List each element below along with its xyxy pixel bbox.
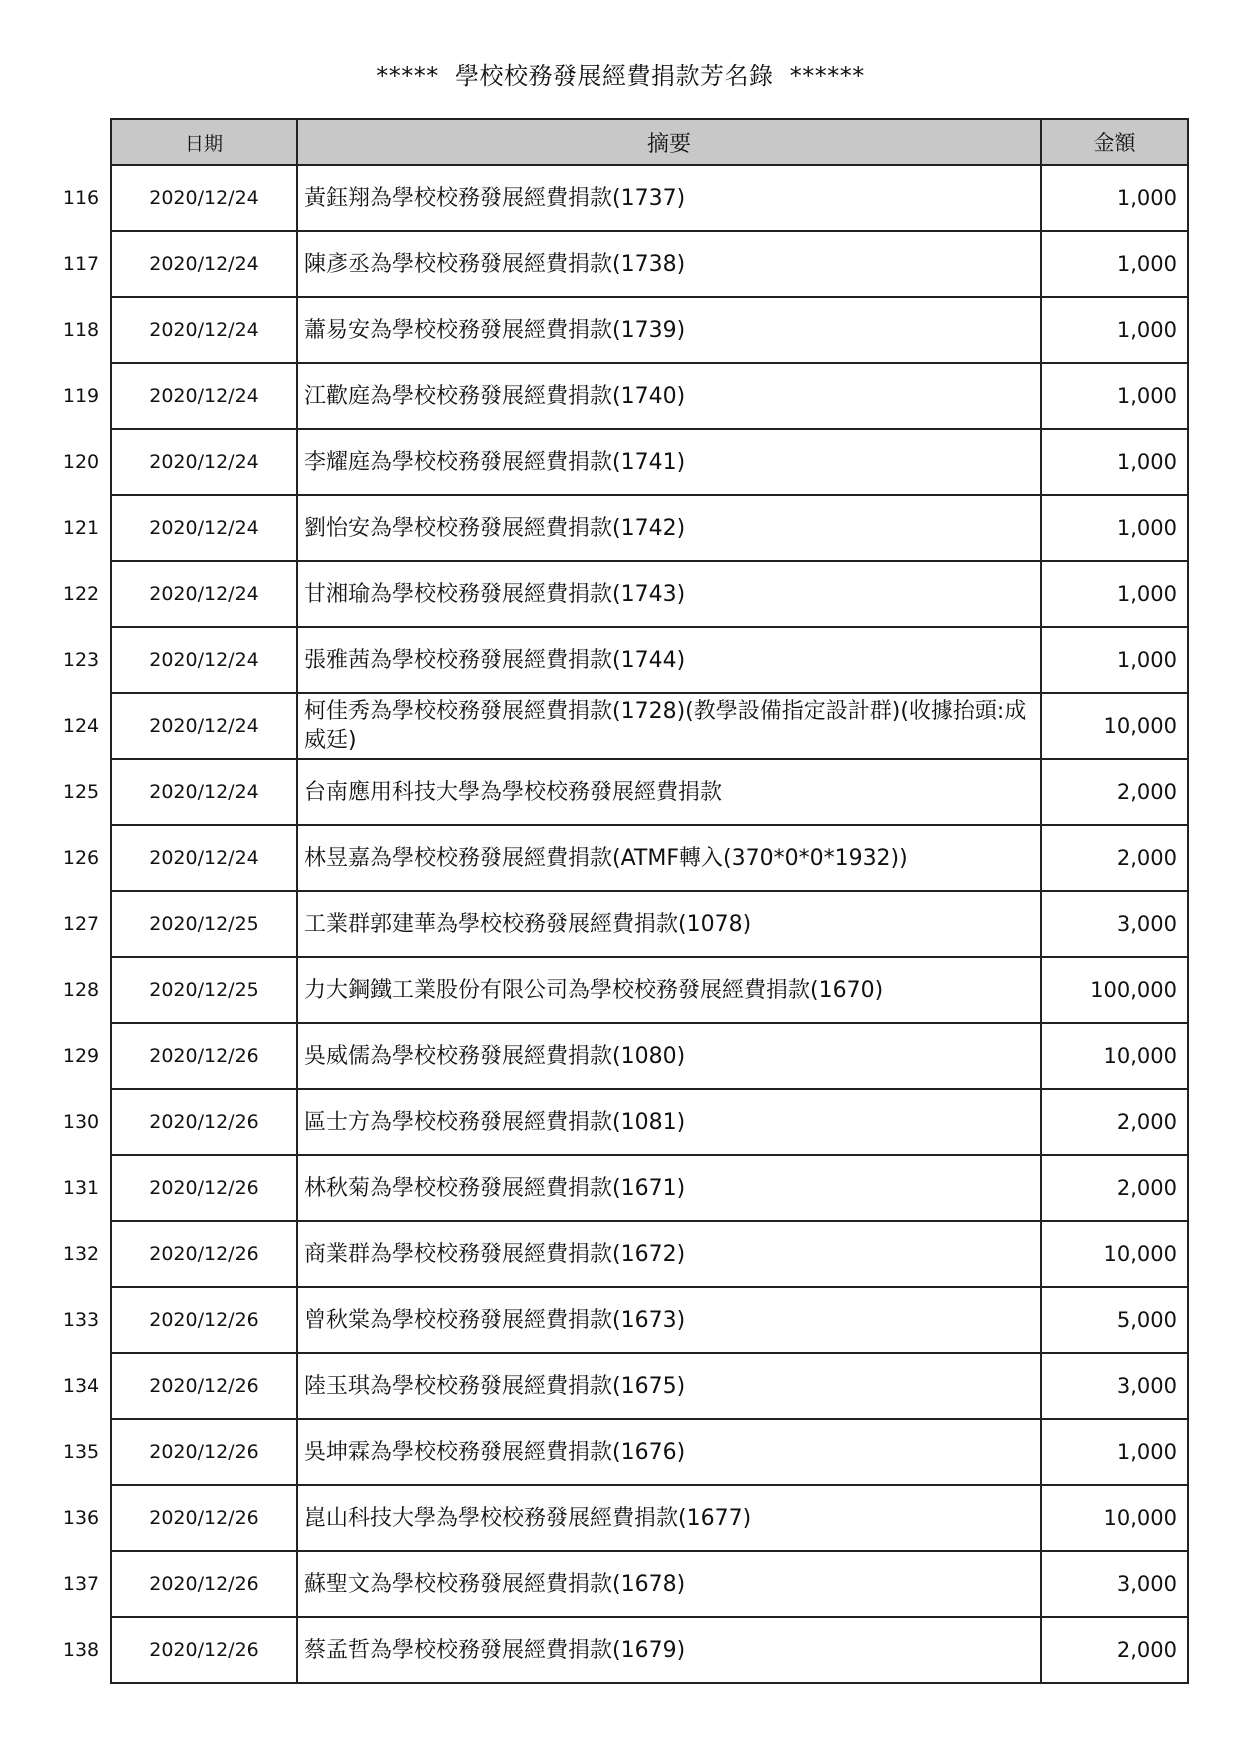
row-amount: 3,000 bbox=[1041, 891, 1188, 957]
row-date: 2020/12/24 bbox=[111, 165, 297, 231]
table-row bbox=[52, 957, 1188, 1023]
table-row bbox=[52, 495, 1188, 561]
row-description: 江歡庭為學校校務發展經費捐款(1740) bbox=[297, 363, 1041, 429]
table-row bbox=[52, 759, 1188, 825]
table-row bbox=[52, 825, 1188, 891]
row-description: 台南應用科技大學為學校校務發展經費捐款 bbox=[297, 759, 1041, 825]
row-description: 張雅茜為學校校務發展經費捐款(1744) bbox=[297, 627, 1041, 693]
table-header-row bbox=[52, 119, 1188, 165]
table-row bbox=[52, 429, 1188, 495]
row-amount: 2,000 bbox=[1041, 1089, 1188, 1155]
row-amount: 1,000 bbox=[1041, 627, 1188, 693]
row-number: 121 bbox=[52, 495, 111, 561]
row-date: 2020/12/24 bbox=[111, 825, 297, 891]
row-description: 黃鈺翔為學校校務發展經費捐款(1737) bbox=[297, 165, 1041, 231]
row-number: 132 bbox=[52, 1221, 111, 1287]
row-amount: 3,000 bbox=[1041, 1353, 1188, 1419]
header-index-blank bbox=[52, 119, 111, 165]
table-row bbox=[52, 1353, 1188, 1419]
row-amount: 10,000 bbox=[1041, 1485, 1188, 1551]
row-description: 林昱嘉為學校校務發展經費捐款(ATMF轉入(370*0*0*1932)) bbox=[297, 825, 1041, 891]
row-amount: 1,000 bbox=[1041, 363, 1188, 429]
row-amount: 1,000 bbox=[1041, 297, 1188, 363]
row-description: 柯佳秀為學校校務發展經費捐款(1728)(教學設備指定設計群)(收據抬頭:成威廷) bbox=[297, 693, 1041, 759]
table-row bbox=[52, 891, 1188, 957]
header-amount: 金額 bbox=[1041, 119, 1188, 165]
row-amount: 1,000 bbox=[1041, 495, 1188, 561]
row-number: 130 bbox=[52, 1089, 111, 1155]
row-date: 2020/12/24 bbox=[111, 759, 297, 825]
table-row bbox=[52, 1089, 1188, 1155]
row-date: 2020/12/26 bbox=[111, 1221, 297, 1287]
row-amount: 2,000 bbox=[1041, 1155, 1188, 1221]
row-number: 123 bbox=[52, 627, 111, 693]
row-date: 2020/12/25 bbox=[111, 957, 297, 1023]
row-description: 吳威儒為學校校務發展經費捐款(1080) bbox=[297, 1023, 1041, 1089]
row-amount: 1,000 bbox=[1041, 165, 1188, 231]
row-amount: 1,000 bbox=[1041, 231, 1188, 297]
row-amount: 5,000 bbox=[1041, 1287, 1188, 1353]
row-description: 蔡孟哲為學校校務發展經費捐款(1679) bbox=[297, 1617, 1041, 1683]
row-date: 2020/12/26 bbox=[111, 1419, 297, 1485]
row-description: 吳坤霖為學校校務發展經費捐款(1676) bbox=[297, 1419, 1041, 1485]
row-number: 138 bbox=[52, 1617, 111, 1683]
row-description: 甘湘瑜為學校校務發展經費捐款(1743) bbox=[297, 561, 1041, 627]
table-row bbox=[52, 561, 1188, 627]
row-number: 118 bbox=[52, 297, 111, 363]
row-date: 2020/12/24 bbox=[111, 429, 297, 495]
row-date: 2020/12/24 bbox=[111, 363, 297, 429]
header-date: 日期 bbox=[111, 119, 297, 165]
row-amount: 2,000 bbox=[1041, 759, 1188, 825]
row-description: 劉怡安為學校校務發展經費捐款(1742) bbox=[297, 495, 1041, 561]
row-number: 129 bbox=[52, 1023, 111, 1089]
row-number: 128 bbox=[52, 957, 111, 1023]
donation-table bbox=[52, 118, 1189, 1684]
row-number: 119 bbox=[52, 363, 111, 429]
table-row bbox=[52, 1023, 1188, 1089]
row-date: 2020/12/24 bbox=[111, 297, 297, 363]
row-amount: 1,000 bbox=[1041, 1419, 1188, 1485]
row-description: 工業群郭建華為學校校務發展經費捐款(1078) bbox=[297, 891, 1041, 957]
row-date: 2020/12/24 bbox=[111, 231, 297, 297]
row-number: 136 bbox=[52, 1485, 111, 1551]
row-description: 陸玉琪為學校校務發展經費捐款(1675) bbox=[297, 1353, 1041, 1419]
row-number: 117 bbox=[52, 231, 111, 297]
row-amount: 1,000 bbox=[1041, 429, 1188, 495]
row-amount: 3,000 bbox=[1041, 1551, 1188, 1617]
table-row bbox=[52, 1221, 1188, 1287]
row-date: 2020/12/26 bbox=[111, 1089, 297, 1155]
row-date: 2020/12/26 bbox=[111, 1617, 297, 1683]
row-description: 曾秋棠為學校校務發展經費捐款(1673) bbox=[297, 1287, 1041, 1353]
row-amount: 1,000 bbox=[1041, 561, 1188, 627]
table-row bbox=[52, 297, 1188, 363]
table-body bbox=[52, 165, 1188, 1683]
row-number: 116 bbox=[52, 165, 111, 231]
table-row bbox=[52, 165, 1188, 231]
row-date: 2020/12/26 bbox=[111, 1287, 297, 1353]
row-amount: 2,000 bbox=[1041, 1617, 1188, 1683]
row-date: 2020/12/24 bbox=[111, 495, 297, 561]
row-description: 區士方為學校校務發展經費捐款(1081) bbox=[297, 1089, 1041, 1155]
row-number: 127 bbox=[52, 891, 111, 957]
row-number: 131 bbox=[52, 1155, 111, 1221]
table-row bbox=[52, 693, 1188, 759]
row-description: 陳彥丞為學校校務發展經費捐款(1738) bbox=[297, 231, 1041, 297]
row-date: 2020/12/24 bbox=[111, 693, 297, 759]
row-number: 137 bbox=[52, 1551, 111, 1617]
table-row bbox=[52, 627, 1188, 693]
table-row bbox=[52, 1287, 1188, 1353]
table-row bbox=[52, 1155, 1188, 1221]
row-number: 122 bbox=[52, 561, 111, 627]
row-date: 2020/12/26 bbox=[111, 1023, 297, 1089]
row-date: 2020/12/26 bbox=[111, 1551, 297, 1617]
row-amount: 2,000 bbox=[1041, 825, 1188, 891]
row-number: 125 bbox=[52, 759, 111, 825]
row-number: 134 bbox=[52, 1353, 111, 1419]
row-number: 120 bbox=[52, 429, 111, 495]
table-row bbox=[52, 363, 1188, 429]
row-amount: 100,000 bbox=[1041, 957, 1188, 1023]
row-amount: 10,000 bbox=[1041, 1221, 1188, 1287]
table-row bbox=[52, 1551, 1188, 1617]
row-date: 2020/12/26 bbox=[111, 1155, 297, 1221]
row-number: 133 bbox=[52, 1287, 111, 1353]
row-date: 2020/12/24 bbox=[111, 561, 297, 627]
table-row bbox=[52, 1485, 1188, 1551]
page-title: ***** 學校校務發展經費捐款芳名錄 ****** bbox=[376, 62, 865, 90]
row-number: 126 bbox=[52, 825, 111, 891]
header-description: 摘要 bbox=[297, 119, 1041, 165]
table-row bbox=[52, 1419, 1188, 1485]
row-number: 135 bbox=[52, 1419, 111, 1485]
row-amount: 10,000 bbox=[1041, 693, 1188, 759]
row-description: 林秋菊為學校校務發展經費捐款(1671) bbox=[297, 1155, 1041, 1221]
row-date: 2020/12/26 bbox=[111, 1485, 297, 1551]
row-description: 蘇聖文為學校校務發展經費捐款(1678) bbox=[297, 1551, 1041, 1617]
row-description: 崑山科技大學為學校校務發展經費捐款(1677) bbox=[297, 1485, 1041, 1551]
row-date: 2020/12/25 bbox=[111, 891, 297, 957]
row-number: 124 bbox=[52, 693, 111, 759]
row-date: 2020/12/24 bbox=[111, 627, 297, 693]
table-row bbox=[52, 1617, 1188, 1683]
row-description: 蕭易安為學校校務發展經費捐款(1739) bbox=[297, 297, 1041, 363]
row-description: 力大鋼鐵工業股份有限公司為學校校務發展經費捐款(1670) bbox=[297, 957, 1041, 1023]
row-description: 李耀庭為學校校務發展經費捐款(1741) bbox=[297, 429, 1041, 495]
row-amount: 10,000 bbox=[1041, 1023, 1188, 1089]
table-row bbox=[52, 231, 1188, 297]
row-description: 商業群為學校校務發展經費捐款(1672) bbox=[297, 1221, 1041, 1287]
row-date: 2020/12/26 bbox=[111, 1353, 297, 1419]
